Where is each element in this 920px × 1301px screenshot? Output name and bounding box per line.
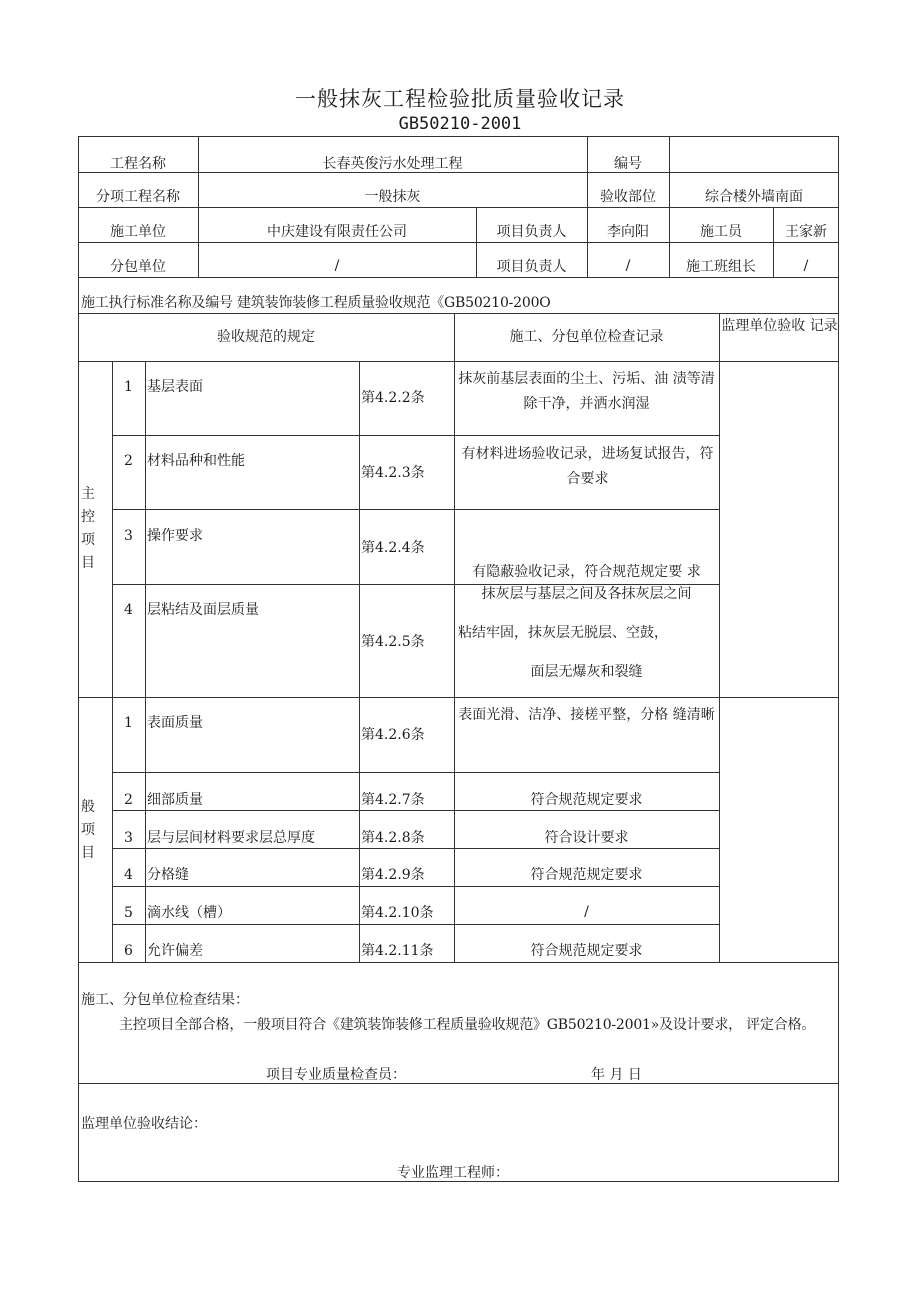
location-label: 验收部位 (600, 189, 656, 205)
main-item-record: 有材料进场验收记录，进场复试报告，符合要求 (461, 446, 714, 487)
general-item-name: 细部质量 (147, 792, 203, 808)
general-item-name: 分格缝 (147, 867, 189, 883)
main-item-name: 基层表面 (147, 379, 203, 395)
standard-code: GB50210-2001 (398, 114, 522, 134)
general-item-record: 符合规范规定要求 (530, 867, 643, 883)
contractor-label: 施工单位 (110, 224, 166, 240)
general-item-clause: 第4.2.9条 (361, 867, 425, 883)
project-name-value: 长春英俊污水处理工程 (322, 156, 463, 172)
main-item-no: 3 (124, 528, 133, 544)
general-item-no: 5 (124, 905, 133, 921)
main-item-record: 抹灰前基层表面的尘土、污垢、油 渍等清除干净，并洒水润湿 (458, 371, 715, 412)
main-item-name: 材料品种和性能 (147, 453, 245, 469)
supervision-engineer-label: 专业监理工程师： (397, 1165, 509, 1181)
general-item-record: 符合规范规定要求 (530, 943, 643, 959)
worker-label: 施工员 (700, 224, 742, 240)
worker-value: 王家新 (785, 224, 827, 240)
main-item-record: 有隐蔽验收记录，符合规范规定要 求 (472, 564, 701, 580)
sub-pm-label: 项目负责人 (496, 259, 567, 275)
general-item-no: 2 (124, 792, 133, 808)
main-item-clause: 第4.2.3条 (361, 465, 425, 481)
project-name-label: 工程名称 (110, 156, 166, 172)
document-title: 一般抹灰工程检验批质量验收记录 (295, 87, 625, 111)
main-item-no: 1 (124, 379, 133, 395)
general-item-name: 层与层间材料要求层总厚度 (147, 830, 315, 846)
team-leader-value: / (803, 258, 809, 274)
result-date: 年 月 日 (591, 1067, 642, 1083)
location-value: 综合楼外墙南面 (705, 189, 803, 205)
general-item-no: 1 (124, 715, 133, 731)
main-item-record-line: 粘结牢固，抹灰层无脱层、空鼓， (458, 625, 668, 641)
general-item-record: / (584, 904, 589, 920)
serial-label: 编号 (614, 156, 642, 172)
supervision-label: 监理单位验收结论： (81, 1116, 207, 1132)
main-item-no: 4 (124, 602, 133, 618)
general-item-clause: 第4.2.11条 (361, 943, 434, 959)
col-spec-header: 验收规范的规定 (217, 329, 315, 345)
main-item-clause: 第4.2.2条 (361, 390, 425, 406)
result-text: 主控项目全部合格，一般项目符合《建筑装饰装修工程质量验收规范》GB50210-2001»及设计要求， 评定合格。 (119, 1017, 816, 1033)
general-item-no: 4 (124, 867, 133, 883)
contractor-value: 中庆建设有限责任公司 (267, 224, 407, 240)
col-supervisor-header: 监理单位验收 记录 (721, 318, 838, 334)
main-item-name: 层粘结及面层质量 (147, 602, 259, 618)
general-item-name: 滴水线（槽） (147, 905, 231, 921)
general-item-clause: 第4.2.8条 (361, 830, 425, 846)
main-group-label: 主控项目 (81, 486, 95, 571)
main-item-name: 操作要求 (147, 528, 203, 544)
main-item-clause: 第4.2.5条 (361, 634, 425, 650)
inspector-label: 项目专业质量检查员： (266, 1067, 406, 1083)
sub-pm-value: / (625, 258, 631, 274)
general-item-clause: 第4.2.6条 (361, 727, 425, 743)
general-item-clause: 第4.2.7条 (361, 792, 425, 808)
subproject-value: 一般抹灰 (364, 189, 421, 205)
general-item-name: 表面质量 (147, 715, 203, 731)
general-item-record: 符合设计要求 (544, 830, 629, 846)
main-item-record-line: 面层无爆灰和裂缝 (530, 664, 643, 680)
subcontractor-value: / (334, 258, 340, 274)
main-item-no: 2 (124, 453, 133, 469)
general-item-record: 符合规范规定要求 (530, 792, 643, 808)
main-item-clause: 第4.2.4条 (361, 540, 425, 556)
exec-standard: 施工执行标准名称及编号 建筑装饰装修工程质量验收规范《GB50210-200O (81, 295, 551, 311)
pm-label: 项目负责人 (496, 224, 567, 240)
general-group-label: 般项目 (81, 799, 95, 861)
subproject-label: 分项工程名称 (96, 189, 180, 205)
team-leader-label: 施工班组长 (686, 259, 756, 275)
general-item-no: 3 (124, 830, 133, 846)
result-label: 施工、分包单位检查结果： (81, 992, 249, 1008)
pm-value: 李向阳 (607, 224, 649, 240)
subcontractor-label: 分包单位 (110, 259, 166, 275)
general-item-record: 表面光滑、洁净、接槎平整，分格 缝清晰 (458, 707, 715, 723)
general-item-clause: 第4.2.10条 (361, 905, 434, 921)
col-check-header: 施工、分包单位检查记录 (509, 329, 664, 345)
general-item-name: 允许偏差 (147, 943, 203, 959)
general-item-no: 6 (124, 943, 133, 959)
main-item-record-line: 抹灰层与基层之间及各抹灰层之间 (481, 586, 692, 602)
